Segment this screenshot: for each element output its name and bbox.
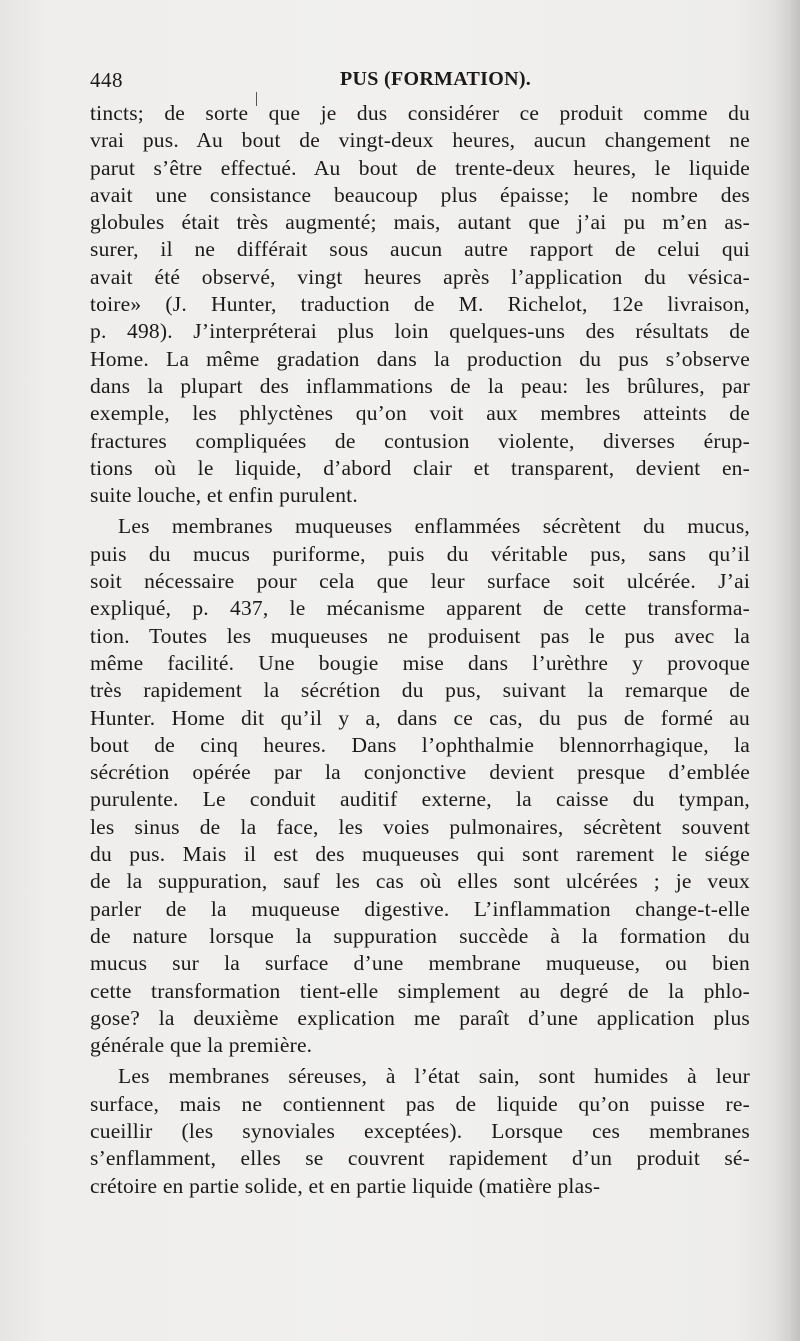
- text-line: gose? la deuxième explication me paraît d’une application plus: [90, 1005, 750, 1030]
- text-line: tion. Toutes les muqueuses ne produisent pas le pus avec la: [90, 623, 750, 648]
- paragraph: [90, 513, 750, 1059]
- text-line: très rapidement la sécrétion du pus, suivant la remarque de: [90, 678, 750, 703]
- text-line: suite louche, et enfin purulent.: [90, 483, 358, 508]
- text-line: purulente. Le conduit auditif externe, la caisse du tympan,: [90, 787, 750, 812]
- text-line: surface, mais ne contiennent pas de liquide qu’on puisse re-: [90, 1091, 750, 1116]
- text-line: avait été observé, vingt heures après l’application du vésica-: [90, 264, 750, 289]
- text-line: puis du mucus puriforme, puis du véritable pus, sans qu’il: [90, 541, 750, 566]
- body-text: [90, 100, 750, 1200]
- text-line: fractures compliquées de contusion violente, diverses érup-: [90, 428, 750, 453]
- text-line: de la suppuration, sauf les cas où elles sont ulcérées ; je veux: [90, 869, 750, 894]
- text-line: tincts; de sorte que je dus considérer ce produit comme du: [90, 101, 750, 125]
- text-line: Les membranes séreuses, à l’état sain, sont humides à leur: [118, 1064, 750, 1089]
- text-line: bout de cinq heures. Dans l’ophthalmie blennorrhagique, la: [90, 732, 750, 757]
- text-line: Hunter. Home dit qu’il y a, dans ce cas, du pus de formé au: [90, 705, 750, 730]
- text-line: Les membranes muqueuses enflammées sécrètent du mucus,: [118, 514, 750, 539]
- text-line: mucus sur la surface d’une membrane muqueuse, ou bien: [90, 951, 750, 976]
- text-line: exemple, les phlyctènes qu’on voit aux membres atteints de: [90, 401, 750, 426]
- text-line: même facilité. Une bougie mise dans l’urèthre y provoque: [90, 650, 750, 675]
- text-line: parut s’être effectué. Au bout de trente-deux heures, le liquide: [90, 155, 750, 180]
- text-line: surer, il ne différait sous aucun autre rapport de celui qui: [90, 237, 750, 262]
- paragraph: [90, 1063, 750, 1199]
- running-head: PUS (FORMATION).: [340, 68, 532, 90]
- text-line: toire» (J. Hunter, traduction de M. Richelot, 12e livraison,: [90, 292, 750, 317]
- page-edge-shadow: [772, 0, 800, 1341]
- text-line: générale que la première.: [90, 1033, 313, 1058]
- text-line: cette transformation tient-elle simplement au degré de la phlo-: [90, 978, 750, 1003]
- text-line: vrai pus. Au bout de vingt-deux heures, aucun changement ne: [90, 128, 750, 153]
- text-line: globules était très augmenté; mais, autant que j’ai pu m’en as-: [90, 210, 750, 235]
- text-line: tions où le liquide, d’abord clair et transparent, devient en-: [90, 455, 750, 480]
- text-line: crétoire en partie solide, et en partie liquide (matière plas-: [90, 1173, 601, 1198]
- page-number: 448: [90, 68, 123, 92]
- text-line: expliqué, p. 437, le mécanisme apparent de cette transforma-: [90, 596, 750, 621]
- text-line: s’enflamment, elles se couvrent rapidement d’un produit sé-: [90, 1146, 750, 1171]
- text-line: parler de la muqueuse digestive. L’inflammation change-t-elle: [90, 896, 750, 921]
- text-line: sécrétion opérée par la conjonctive devient presque d’emblée: [90, 760, 750, 785]
- page-header: [90, 68, 750, 96]
- text-line: cueillir (les synoviales exceptées). Lorsque ces membranes: [90, 1118, 750, 1143]
- text-line: dans la plupart des inflammations de la peau: les brûlures, par: [90, 373, 750, 398]
- text-line: Home. La même gradation dans la production du pus s’observe: [90, 346, 750, 371]
- text-line: soit nécessaire pour cela que leur surface soit ulcérée. J’ai: [90, 569, 750, 594]
- text-line: du pus. Mais il est des muqueuses qui sont rarement le siége: [90, 842, 750, 867]
- text-line: avait une consistance beaucoup plus épaisse; le nombre des: [90, 182, 750, 207]
- text-line: les sinus de la face, les voies pulmonaires, sécrètent souvent: [90, 814, 750, 839]
- text-line: de nature lorsque la suppuration succède à la formation du: [90, 923, 750, 948]
- text-line: p. 498). J’interpréterai plus loin quelques-uns des résultats de: [90, 319, 750, 344]
- paragraph: [90, 100, 750, 509]
